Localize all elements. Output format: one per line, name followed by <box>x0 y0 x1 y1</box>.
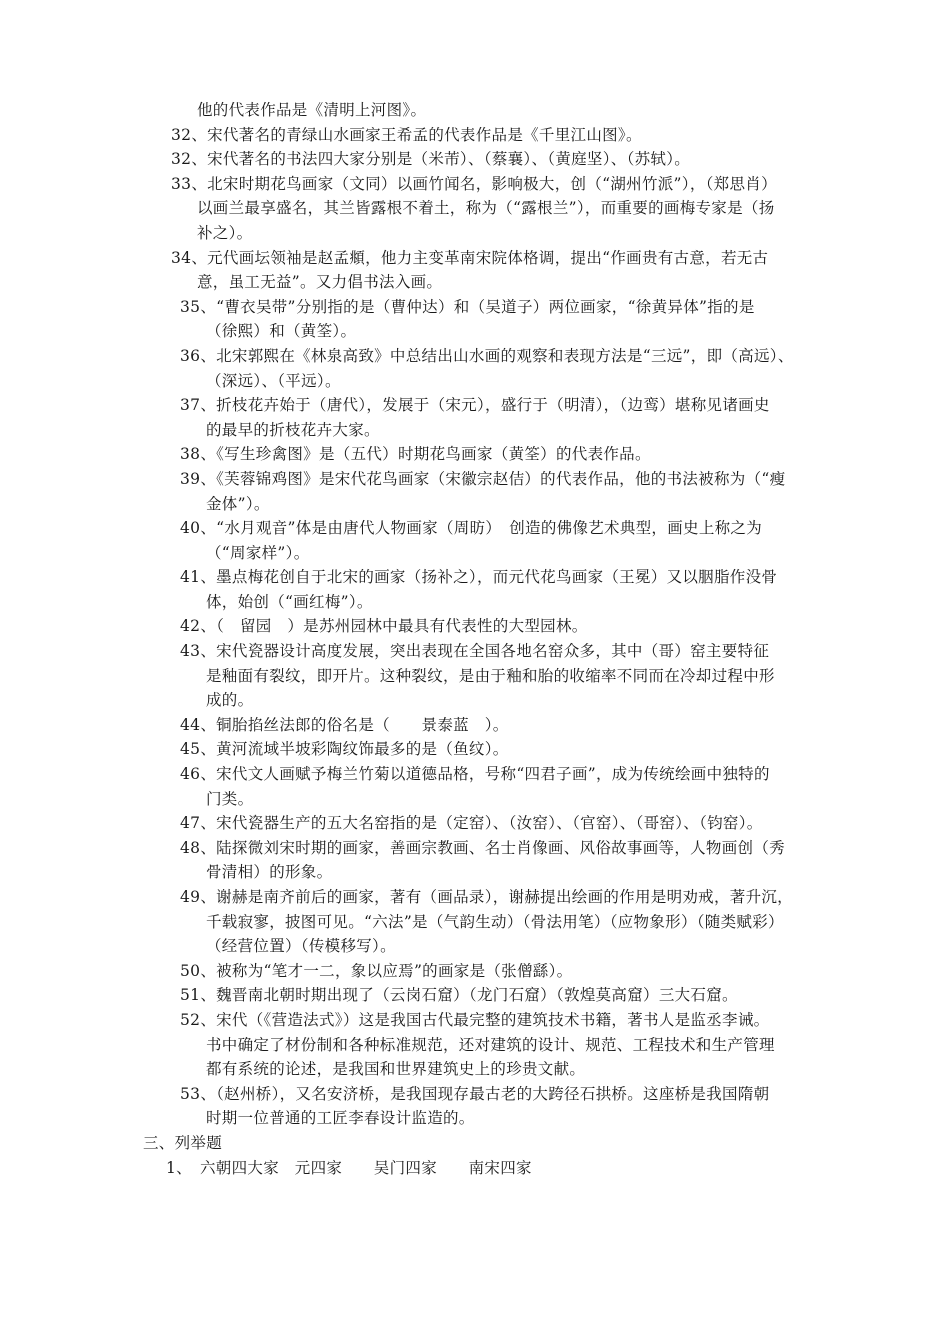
question-47: 47、宋代瓷器生产的五大名窑指的是（定窑）、（汝窑）、（官窑）、（哥窑）、（钧窑）。 <box>180 814 763 833</box>
text-line: 骨清相）的形象。 <box>206 863 333 882</box>
question-37: 37、折枝花卉始于（唐代），发展于（宋元），盛行于（明清），（边鸾）堪称见诸画史 <box>180 396 770 415</box>
text-line: （“周家样”）。 <box>206 543 310 562</box>
question-49: 49、谢赫是南齐前后的画家，著有（画品录），谢赫提出绘画的作用是明劝戒，著升沉， <box>180 888 793 906</box>
text-line: 他的代表作品是《清明上河图》。 <box>197 101 427 119</box>
text-line: 补之）。 <box>197 223 253 242</box>
question-33: 33、北宋时期花鸟画家（文同）以画竹闻名，影响极大，创（“湖州竹派”），（郑思肖） <box>171 174 777 193</box>
text-line: 是釉面有裂纹，即开片。这种裂纹，是由于釉和胎的收缩率不同而在冷却过程中形 <box>206 666 775 685</box>
question-39: 39、《芙蓉锦鸡图》是宋代花鸟画家（宋徽宗赵佶）的代表作品，他的书法被称为（“瘦 <box>180 469 786 488</box>
text-line: （深远）、（平远）。 <box>206 371 341 390</box>
question-46: 46、宋代文人画赋予梅兰竹菊以道德品格，号称“四君子画”，成为传统绘画中独特的 <box>180 765 770 784</box>
question-45: 45、黄河流域半坡彩陶纹饰最多的是（鱼纹）。 <box>180 740 509 759</box>
text-line: 书中确定了材份制和各种标准规范，还对建筑的设计、规范、工程技术和生产管理 <box>206 1035 775 1054</box>
text-line: （徐熙）和（黄筌）。 <box>206 322 357 341</box>
text-line: 门类。 <box>206 789 254 808</box>
question-34: 34、元代画坛领袖是赵孟頫，他力主变革南宋院体格调，提出“作画贵有古意，若无古 <box>171 248 769 267</box>
text-line: 千载寂寥，披图可见。“六法”是（气韵生动）（骨法用笔）（应物象形）（随类赋彩） <box>206 912 784 931</box>
question-41: 41、墨点梅花创自于北宋的画家（扬补之），而元代花鸟画家（王冕）又以胭脂作没骨 <box>180 568 778 587</box>
question-38: 38、《写生珍禽图》是（五代）时期花鸟画家（黄筌）的代表作品。 <box>180 445 651 464</box>
question-51: 51、魏晋南北朝时期出现了（云岗石窟）（龙门石窟）（敦煌莫高窟）三大石窟。 <box>180 986 738 1005</box>
text-line: 时期一位普通的工匠李春设计监造的。 <box>206 1109 475 1128</box>
question-36: 36、北宋郭熙在《林泉高致》中总结出山水画的观察和表现方法是“三远”，即（高远）、 <box>180 346 794 365</box>
question-53: 53、（赵州桥），又名安济桥，是我国现存最古老的大跨径石拱桥。这座桥是我国隋朝 <box>180 1084 770 1103</box>
question-40: 40、“水月观音”体是由唐代人物画家（周昉） 创造的佛像艺术典型，画史上称之为 <box>180 519 763 538</box>
text-line: 体，始创（“画红梅”）。 <box>206 592 373 611</box>
text-line: 意，虽工无益”。又力倡书法入画。 <box>197 273 443 292</box>
section-heading: 三、列举题 <box>143 1133 223 1152</box>
question-42: 42、（ 留园 ）是苏州园林中最具有代表性的大型园林。 <box>180 617 588 636</box>
text-line: 都有系统的论述，是我国和世界建筑史上的珍贵文献。 <box>206 1060 586 1079</box>
text-line: 金体”）。 <box>206 494 270 513</box>
text-line: （经营位置）（传模移写）。 <box>206 937 396 956</box>
question-32a: 32、宋代著名的青绿山水画家王希孟的代表作品是《千里江山图》。 <box>171 125 642 144</box>
question-32b: 32、宋代著名的书法四大家分别是（米芾）、（蔡襄）、（黄庭坚）、（苏轼）。 <box>171 150 691 169</box>
question-48: 48、陆探微刘宋时期的画家，善画宗教画、名士肖像画、风俗故事画等，人物画创（秀 <box>180 838 785 857</box>
list-item: 1、 六朝四大家 元四家 吴门四家 南宋四家 <box>166 1158 532 1177</box>
question-35: 35、“曹衣吴带”分别指的是（曹仲达）和（吴道子）两位画家，“徐黄异体”指的是 <box>180 297 755 316</box>
question-50: 50、被称为“笔才一二，象以应焉”的画家是（张僧繇）。 <box>180 961 573 980</box>
text-line: 以画兰最享盛名，其兰皆露根不着土，称为（“露根兰”），而重要的画梅专家是（扬 <box>197 199 775 218</box>
question-43: 43、宋代瓷器设计高度发展，突出表现在全国各地名窑众多，其中（哥）窑主要特征 <box>180 642 770 661</box>
text-line: 的最早的折枝花卉大家。 <box>206 420 380 439</box>
question-44: 44、铜胎掐丝法郎的俗名是（ 景泰蓝 ）。 <box>180 715 509 734</box>
question-52: 52、宋代（《营造法式》）这是我国古代最完整的建筑技术书籍，著书人是监丞李诫。 <box>180 1010 770 1029</box>
text-line: 成的。 <box>206 691 254 710</box>
page-content <box>0 98 950 1180</box>
